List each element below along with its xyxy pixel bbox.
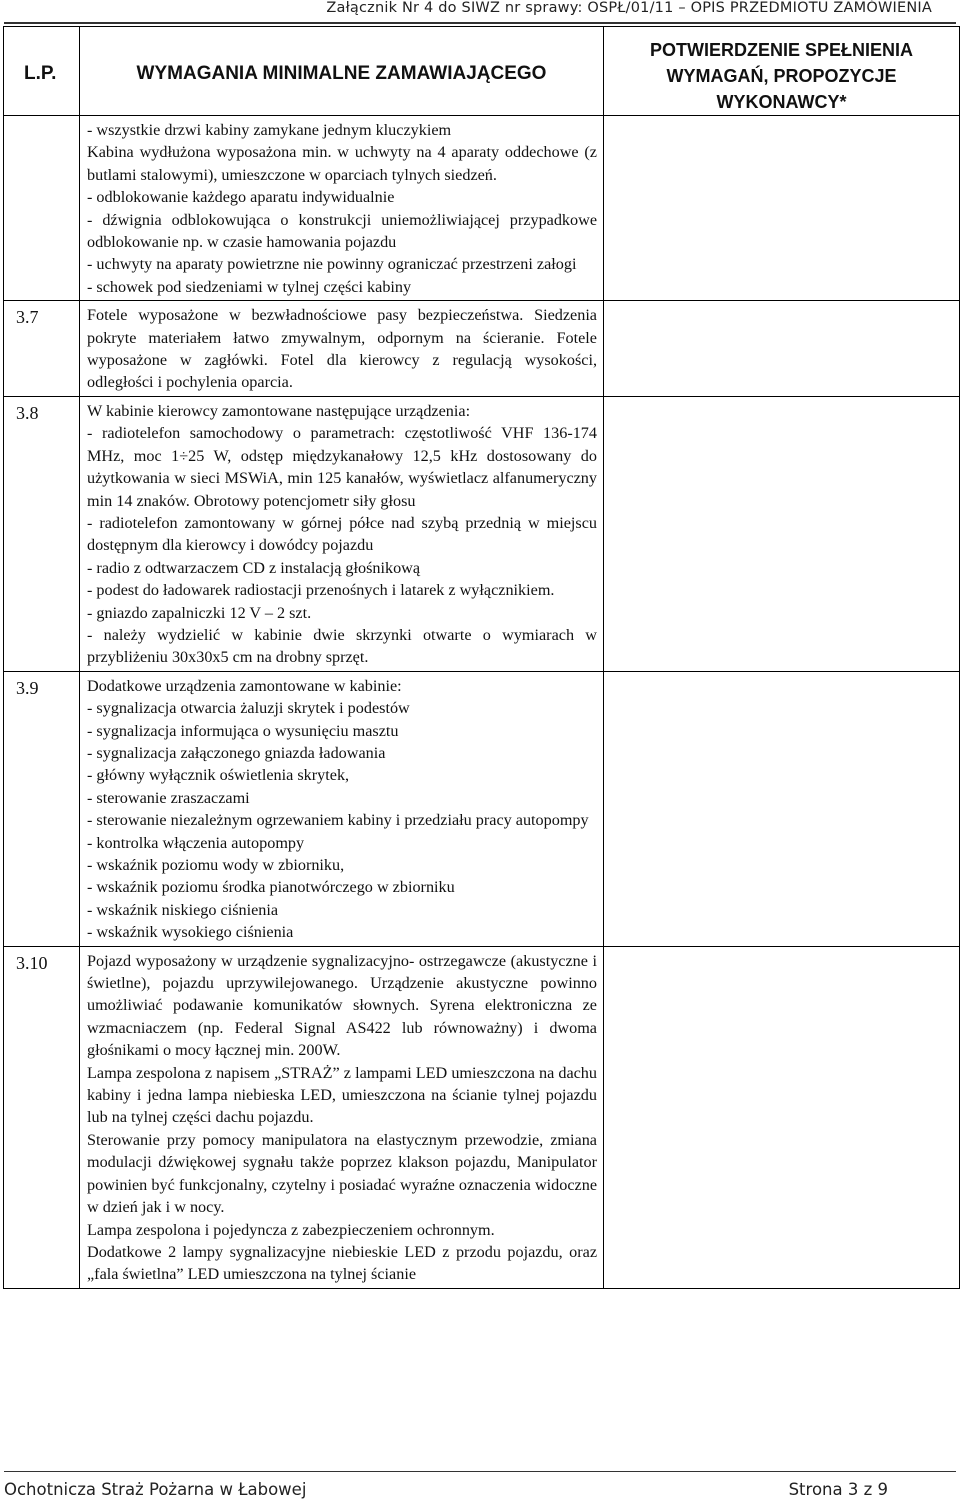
row-number: 3.8	[4, 396, 80, 671]
requirement-line: - schowek pod siedzeniami w tylnej części kabiny	[87, 277, 412, 296]
table-row	[4, 396, 960, 671]
requirement-line: - sygnalizacja informująca o wysunięciu masztu	[87, 721, 399, 740]
table-header-row	[4, 27, 960, 116]
requirement-line: - radiotelefon zamontowany w górnej półce nad szybą przednią w miejscu dostępnym dla kierowcy i dowódcy pojazdu	[87, 513, 597, 555]
requirement-line: - sygnalizacja załączonego gniazda ładowania	[87, 743, 386, 762]
requirement-line: - radio z odtwarzaczem CD z instalacją głośnikową	[87, 558, 421, 577]
table-row	[4, 671, 960, 946]
row-number: 3.7	[4, 301, 80, 397]
requirement-line: - dźwignia odblokowująca o konstrukcji uniemożliwiającej przypadkowe odblokowanie np. w czasie hamowania pojazdu	[87, 210, 597, 252]
requirements-table	[3, 26, 960, 1289]
requirement-line: - należy wydzielić w kabinie dwie skrzynki otwarte o wymiarach w przybliżeniu 30x30x5 cm na drobny sprzęt.	[87, 625, 597, 667]
requirement-line: - sterowanie zraszaczami	[87, 788, 250, 807]
requirement-line: Lampa zespolona i pojedyncza z zabezpieczeniem ochronnym.	[87, 1220, 495, 1239]
requirement-line: - radiotelefon samochodowy o parametrach: częstotliwość VHF 136-174 MHz, moc 1÷25 W, odstęp międzykanałowy 12,5 kHz dostosowany do użytkowania w sieci MSWiA, min 125 kanałów, wyświetlacz alfanumeryczny min 14 znaków. Obrotowy potencjometr siły głosu	[87, 424, 597, 510]
requirement-line: - odblokowanie każdego aparatu indywidualnie	[87, 188, 395, 207]
requirement-line: - uchwyty na aparaty powietrzne nie powinny ograniczać przestrzeni załogi	[87, 255, 577, 274]
table-row	[4, 301, 960, 397]
requirement-line: - podest do ładowarek radiostacji przenośnych i latarek z wyłącznikiem.	[87, 581, 555, 600]
requirement-line: Lampa zespolona z napisem „STRAŻ” z lampami LED umieszczona na dachu kabiny i jedna lampa niebieska LED, umieszczona na ścianie tylnej pojazdu lub na tylnej części dachu pojazdu.	[87, 1063, 597, 1127]
confirmation-cell[interactable]	[604, 946, 960, 1288]
row-number: 3.10	[4, 946, 80, 1288]
confirmation-cell[interactable]	[604, 396, 960, 671]
requirement-line: Dodatkowe 2 lampy sygnalizacyjne niebieskie LED z przodu pojazdu, oraz „fala świetlna” LED umieszczona na tylnej ścianie	[87, 1242, 597, 1284]
confirmation-cell[interactable]	[604, 116, 960, 301]
row-number: 3.9	[4, 671, 80, 946]
requirement-line: - kontrolka włączenia autopompy	[87, 833, 305, 852]
requirement-line: - wskaźnik poziomu środka pianotwórczego w zbiorniku	[87, 878, 455, 897]
header-rule	[4, 22, 956, 24]
requirement-line: Dodatkowe urządzenia zamontowane w kabinie:	[87, 676, 402, 695]
column-header-requirements: WYMAGANIA MINIMALNE ZAMAWIAJĄCEGO	[80, 27, 604, 116]
footer-page-number: Strona 3 z 9	[788, 1480, 888, 1499]
requirement-line: - sterowanie niezależnym ogrzewaniem kabiny i przedziału pracy autopompy	[87, 811, 589, 830]
footer-organization: Ochotnicza Straż Pożarna w Łabowej	[4, 1480, 307, 1499]
requirement-line: W kabinie kierowcy zamontowane następujące urządzenia:	[87, 401, 471, 420]
document-header: Załącznik Nr 4 do SIWZ nr sprawy: OSPŁ/01/11 – OPIS PRZEDMIOTU ZAMÓWIENIA	[326, 0, 932, 16]
requirement-line: Kabina wydłużona wyposażona min. w uchwyty na 4 aparaty oddechowe (z butlami stalowymi), umieszczone w oparciach tylnych siedzeń.	[87, 143, 597, 184]
requirement-line: - wskaźnik poziomu wody w zbiorniku,	[87, 856, 345, 874]
requirement-line: - wskaźnik niskiego ciśnienia	[87, 900, 279, 919]
table-row	[4, 946, 960, 1288]
confirmation-cell[interactable]	[604, 301, 960, 397]
confirmation-cell[interactable]	[604, 671, 960, 946]
requirement-line: - sygnalizacja otwarcia żaluzji skrytek i podestów	[87, 699, 410, 718]
table-row	[4, 116, 960, 301]
footer-rule	[4, 1471, 956, 1472]
requirement-line: - główny wyłącznik oświetlenia skrytek,	[87, 766, 350, 785]
requirement-line: Fotele wyposażone w bezwładnościowe pasy bezpieczeństwa. Siedzenia pokryte materiałem łatwo zmywalnym, odpornym na ścieranie. Fotele wyposażone w zagłówki. Fotel dla kierowcy z regulacją wysokości, odległości i pochylenia oparcia.	[87, 306, 597, 392]
requirement-line: - wszystkie drzwi kabiny zamykane jednym kluczykiem	[87, 121, 452, 139]
requirement-line: - wskaźnik wysokiego ciśnienia	[87, 923, 294, 942]
row-requirements	[80, 396, 604, 671]
row-requirements	[80, 946, 604, 1288]
row-requirements	[80, 116, 604, 301]
requirement-line: Pojazd wyposażony w urządzenie sygnalizacyjno- ostrzegawcze (akustyczne i świetlne), pojazdu uprzywilejowanego. Urządzenie akustyczne powinno umożliwiać podawanie komunikatów słownych. Syrena elektroniczna ze wzmacniaczem (np. Federal Signal AS422 lub równoważny) i dwoma głośnikami o mocy łącznej min. 200W.	[87, 951, 597, 1060]
row-requirements	[80, 301, 604, 397]
requirement-line: - gniazdo zapalniczki 12 V – 2 szt.	[87, 603, 312, 622]
column-header-lp: L.P.	[4, 27, 80, 116]
row-requirements	[80, 671, 604, 946]
row-number	[4, 116, 80, 301]
requirement-line: Sterowanie przy pomocy manipulatora na elastycznym przewodzie, zmiana modulacji dźwiękowej sygnału także poprzez klakson pojazdu, Manipulator powinien być funkcjonalny, czytelny i posiadać wyraźne oznaczenia widoczne w dzień jak i w nocy.	[87, 1130, 597, 1217]
column-header-confirmation: POTWIERDZENIE SPEŁNIENIA WYMAGAŃ, PROPOZYCJE WYKONAWCY*	[604, 27, 960, 116]
